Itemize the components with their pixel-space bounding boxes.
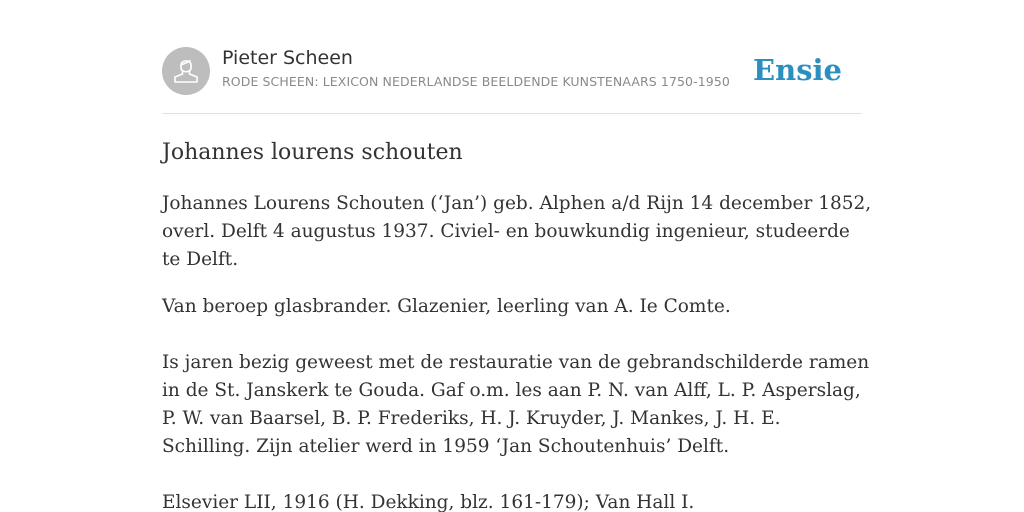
article-body (162, 190, 872, 512)
paragraph: Is jaren bezig geweest met de restauratie van de gebrandschilderde ramen in de St. Janskerk te Gouda. Gaf o.m. les aan P. N. van Alff, L. P. Asperslag, P. W. van Baarsel, B. P. Frederiks, H. J. Kruyder, J. Mankes, J. H. E. Schilling. Zijn atelier werd in 1959 ‘Jan Schoutenhuis’ Delft. (162, 352, 870, 457)
avatar[interactable] (162, 47, 210, 95)
source-title: RODE SCHEEN: LEXICON NEDERLANDSE BEELDENDE KUNSTENAARS 1750-1950 (222, 74, 730, 89)
divider (162, 113, 862, 114)
author-header (162, 46, 862, 96)
user-icon (162, 47, 210, 95)
paragraph: Johannes Lourens Schouten (‘Jan’) geb. Alphen a/d Rijn 14 december 1852, overl. Delft 4 augustus 1937. Civiel- en bouwkundig ingenieur, studeerde te Delft. (162, 193, 872, 270)
author-name[interactable]: Pieter Scheen (222, 47, 353, 69)
brand-logo[interactable]: Ensie (753, 53, 842, 87)
article-title: Johannes lourens schouten (162, 140, 463, 165)
paragraph: Van beroep glasbrander. Glazenier, leerling van A. Ie Comte. (162, 296, 731, 317)
paragraph: Elsevier LII, 1916 (H. Dekking, blz. 161-179); Van Hall I. (162, 492, 695, 512)
